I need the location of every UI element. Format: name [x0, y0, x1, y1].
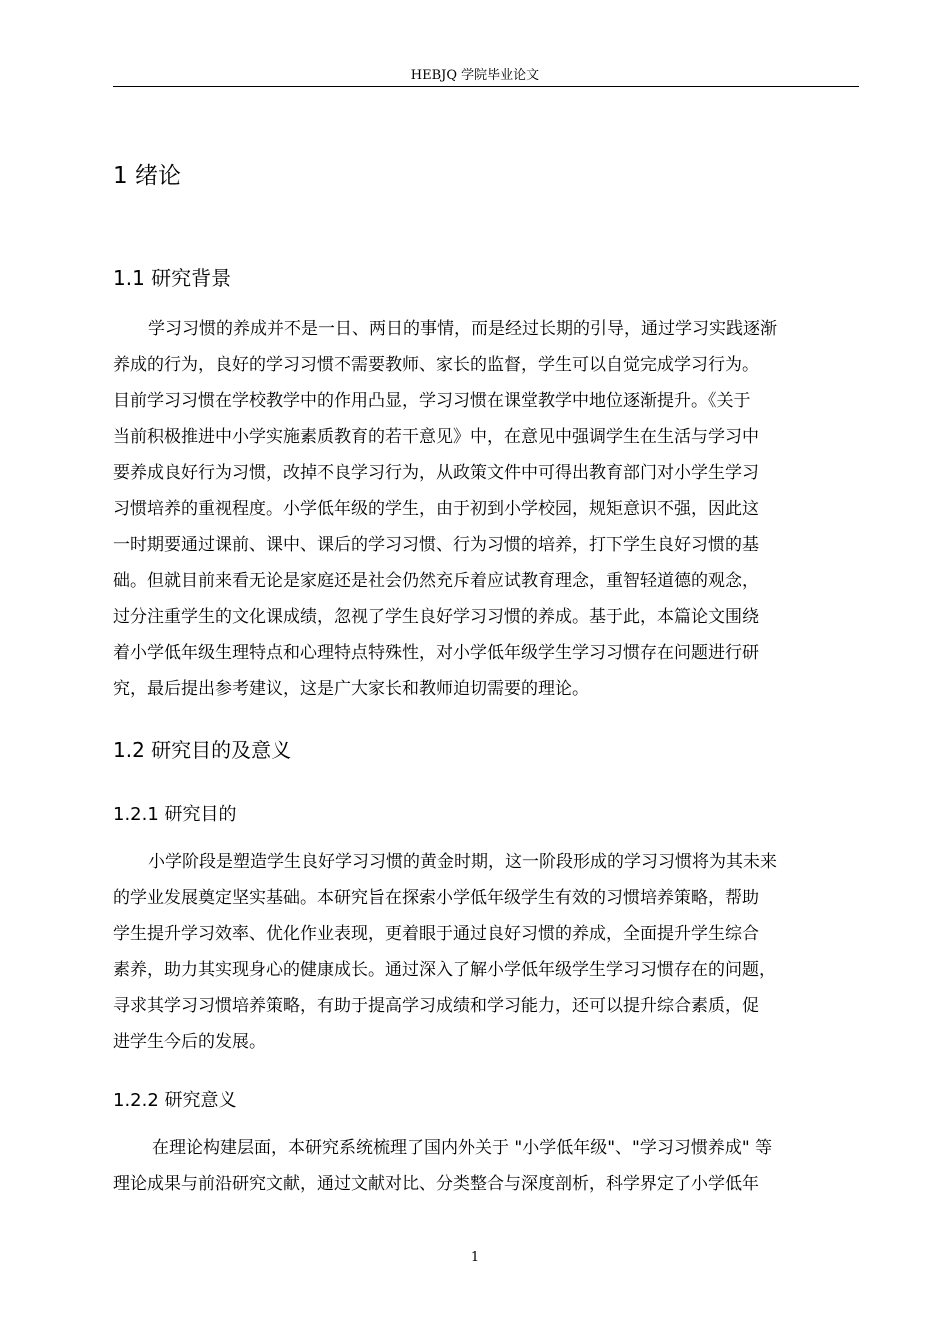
paragraph-line: 养成的行为，良好的学习习惯不需要教师、家长的监督，学生可以自觉完成学习行为。 — [113, 355, 759, 375]
section-1-2-title: 1.2 研究目的及意义 — [113, 738, 292, 762]
chapter-title: 1 绪论 — [113, 163, 181, 189]
paragraph-line: 当前积极推进中小学实施素质教育的若干意见》中，在意见中强调学生在生活与学习中 — [113, 427, 759, 447]
paragraph-line: 一时期要通过课前、课中、课后的学习习惯、行为习惯的培养，打下学生良好习惯的基 — [113, 535, 759, 555]
paragraph-line: 小学阶段是塑造学生良好学习习惯的黄金时期，这一阶段形成的学习习惯将为其未来 — [148, 852, 777, 872]
paragraph-line: 础。但就目前来看无论是家庭还是社会仍然充斥着应试教育理念，重智轻道德的观念， — [113, 571, 759, 591]
header-rule — [113, 86, 859, 87]
page-header: HEBJQ 学院毕业论文 — [410, 68, 540, 83]
paragraph-line: 素养，助力其实现身心的健康成长。通过深入了解小学低年级学生学习习惯存在的问题， — [113, 960, 776, 980]
section-1-2-2-title: 1.2.2 研究意义 — [113, 1090, 237, 1111]
paragraph-line: 习惯培养的重视程度。小学低年级的学生，由于初到小学校园，规矩意识不强，因此这 — [113, 499, 759, 519]
section-1-2-1-title: 1.2.1 研究目的 — [113, 804, 237, 825]
page-number: 1 — [470, 1250, 480, 1265]
paragraph-line: 寻求其学习习惯培养策略，有助于提高学习成绩和学习能力，还可以提升综合素质，促 — [113, 996, 759, 1016]
paragraph-line: 着小学低年级生理特点和心理特点特殊性，对小学低年级学生学习习惯存在问题进行研 — [113, 643, 759, 663]
paragraph-line: 要养成良好行为习惯，改掉不良学习行为，从政策文件中可得出教育部门对小学生学习 — [113, 463, 759, 483]
paragraph-line: 过分注重学生的文化课成绩，忽视了学生良好学习习惯的养成。基于此，本篇论文围绕 — [113, 607, 759, 627]
paragraph-line: 在理论构建层面，本研究系统梳理了国内外关于 "小学低年级"、"学习习惯养成" 等 — [152, 1138, 773, 1158]
paragraph-line: 理论成果与前沿研究文献，通过文献对比、分类整合与深度剖析，科学界定了小学低年 — [113, 1174, 759, 1194]
paragraph-line: 进学生今后的发展。 — [113, 1032, 266, 1052]
section-1-1-title: 1.1 研究背景 — [113, 266, 232, 290]
paragraph-line: 学习习惯的养成并不是一日、两日的事情，而是经过长期的引导，通过学习实践逐渐 — [148, 319, 777, 339]
paragraph-line: 究，最后提出参考建议，这是广大家长和教师迫切需要的理论。 — [113, 679, 589, 699]
paragraph-line: 目前学习习惯在学校教学中的作用凸显，学习习惯在课堂教学中地位逐渐提升。《关于 — [113, 391, 751, 411]
paragraph-line: 的学业发展奠定坚实基础。本研究旨在探索小学低年级学生有效的习惯培养策略，帮助 — [113, 888, 759, 908]
paragraph-line: 学生提升学习效率、优化作业表现，更着眼于通过良好习惯的养成，全面提升学生综合 — [113, 924, 759, 944]
